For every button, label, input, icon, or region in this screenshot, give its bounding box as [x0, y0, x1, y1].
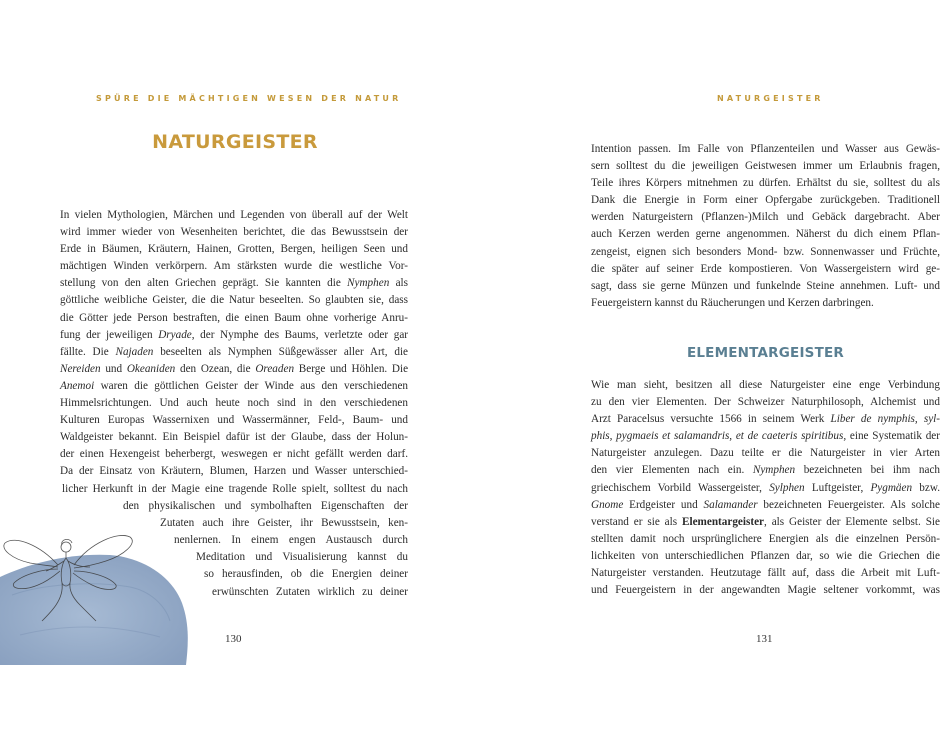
text-line: und Feuergeistern in der angewandten Magie seltener vorkommt, was: [591, 584, 940, 597]
text-line: werden Naturgeistern (Pflanzen-)Milch und Gebäck dargebracht. Aber: [591, 211, 940, 224]
section-title: ELEMENTARGEISTER: [686, 345, 845, 361]
text-line: phis, pygmaeis et salamandris, et de caeteris spiritibus, eine Systematik der: [591, 430, 940, 443]
fairy-illustration: [0, 525, 200, 665]
text-line: die Götter jede Person bestraften, die einen Baum ohne vorherige Anru-: [60, 311, 408, 324]
text-line: lichkeiten von unterschiedlichen Pflanzen dar, so wie die Griechen die: [591, 549, 940, 562]
text-line: Da der Einsatz von Kräutern, Blumen, Harzen und Wasser unterschied-: [60, 465, 408, 478]
fairy-on-watercolor-stone-icon: [0, 525, 200, 665]
text-line: so herausfinden, ob die Energien deiner: [204, 568, 408, 581]
text-line: Teile ihres Körpers mitnehmen zu dürfen. Erhältst du sie, solltest du als: [591, 177, 940, 190]
text-line: Naturgeister verstanden. Heutzutage fällt auf, dass die Arbeit mit Luft-: [591, 567, 940, 580]
text-line: den vier Elementen nach ein. Nymphen bezeichneten bei ihm nach: [591, 464, 941, 477]
text-line: stellung von den alten Griechen geprägt. Sie kannten die Nymphen als: [60, 277, 408, 290]
right-running-head: NATURGEISTER: [717, 94, 824, 103]
text-line: sern solltest du die jeweiligen Geistwesen immer um Erlaubnis fragen,: [591, 160, 940, 173]
text-line: verstand er sie als Elementargeister, als Geister der Elemente selbst. Sie: [591, 515, 940, 528]
text-line: Feuergeistern kannst du Räucherungen und Kerzen darbringen.: [591, 296, 874, 309]
text-line: erwünschten Zutaten wirklich zu deiner: [212, 585, 408, 598]
text-line: Wie man sieht, besitzen all diese Naturgeister eine enge Verbindung: [591, 379, 940, 391]
text-line: Arzt Paracelsus versuchte 1566 in seinem Werk Liber de nymphis, syl-: [591, 413, 940, 426]
left-running-head: SPÜRE DIE MÄCHTIGEN WESEN DER NATUR: [96, 94, 402, 103]
text-line: Meditation und Visualisierung kannst du: [196, 551, 408, 564]
right-page-number: 131: [756, 633, 773, 645]
text-line: mächtigen Winden verkörpern. Am stärksten wurde die westliche Vor-: [60, 260, 408, 273]
text-line: den physikalischen und symbolhaften Eigenschaften der: [123, 500, 408, 513]
text-line: fung der jeweiligen Dryade, der Nymphe des Baums, verletzte oder gar: [60, 328, 409, 341]
text-line: Erde in Bäumen, Kräutern, Hainen, Grotten, Bergen, heiligen Seen und: [60, 243, 408, 256]
text-line: Nereiden und Okeaniden den Ozean, die Oreaden Berge und Höhlen. Die: [60, 362, 409, 375]
text-line: In vielen Mythologien, Märchen und Legenden von überall auf der Welt: [60, 209, 408, 221]
text-line: Waldgeister bekannt. Ein Beispiel dafür ist der Glaube, dass der Holun-: [60, 431, 408, 444]
text-line: Dank die Energie in Form einer Opfergabe zurückgeben. Traditionell: [591, 194, 940, 207]
left-body-text: [60, 207, 408, 481]
text-line: Anemoi waren die göttlichen Geister der Winde aus den verschiedenen: [60, 379, 408, 392]
text-line: der einen Hexengeist beherbergt, weswegen er nicht gefällt werden darf.: [60, 448, 408, 461]
text-line: zu den vier Elementen. Der Schweizer Naturphilosoph, Alchemist und: [591, 396, 940, 409]
text-line: Intention passen. Im Falle von Pflanzenteilen und Wasser aus Gewäs-: [591, 143, 940, 155]
text-line: sagt, dass sie gerne Münzen und funkelnde Steine annehmen. Luft- und: [591, 279, 940, 292]
chapter-title: NATURGEISTER: [152, 131, 318, 153]
text-line: wird immer wieder von Wesenheiten berichtet, die das Bewusstsein der: [60, 226, 408, 239]
right-body-text-1: [591, 141, 940, 312]
text-line: griechischem Vorbild Wassergeister, Sylphen Luftgeister, Pygmäen bzw.: [591, 481, 941, 494]
text-line: Zutaten auch ihre Geister, ihr Bewusstsein, ken-: [160, 517, 408, 530]
text-line: Gnome Erdgeister und Salamander bezeichneten Feuergeister. Als solche: [591, 498, 940, 511]
text-line: licher Herkunft in der Magie eine tragende Rolle spielt, solltest du nach: [62, 483, 408, 495]
text-line: auch Kerzen werden gerne angenommen. Näherst du dich einem Pflan-: [591, 228, 940, 241]
text-line: zengeist, eignen sich besonders Mond- bzw. Sonnenwasser und Früchte,: [591, 245, 940, 258]
text-line: Naturgeister anzulegen. Dazu teilte er die Naturgeister in vier Arten: [591, 447, 940, 460]
left-page-number: 130: [225, 633, 242, 645]
text-line: die später auf seiner Erde kompostieren. Von Wassergeistern wird ge-: [591, 262, 940, 275]
text-line: Kulturen Europas Wassernixen und Wassermänner, Feld-, Baum- und: [60, 414, 408, 427]
text-line: nenlernen. In einem engen Austausch durch: [174, 534, 408, 547]
text-line: Himmelsrichtungen. Und auch heute noch sind in den verschiedenen: [60, 397, 408, 410]
text-line: stellten damit noch ursprünglichere Energien als die einzelnen Persön-: [591, 532, 940, 545]
text-line: göttliche weibliche Geister, die die Natur beseelten. So glaubten sie, dass: [60, 294, 408, 307]
text-line: fällte. Die Najaden beseelten als Nymphen Süßgewässer aller Art, die: [60, 345, 409, 358]
blank-margin: [0, 665, 944, 755]
right-body-text-2: [591, 377, 940, 599]
